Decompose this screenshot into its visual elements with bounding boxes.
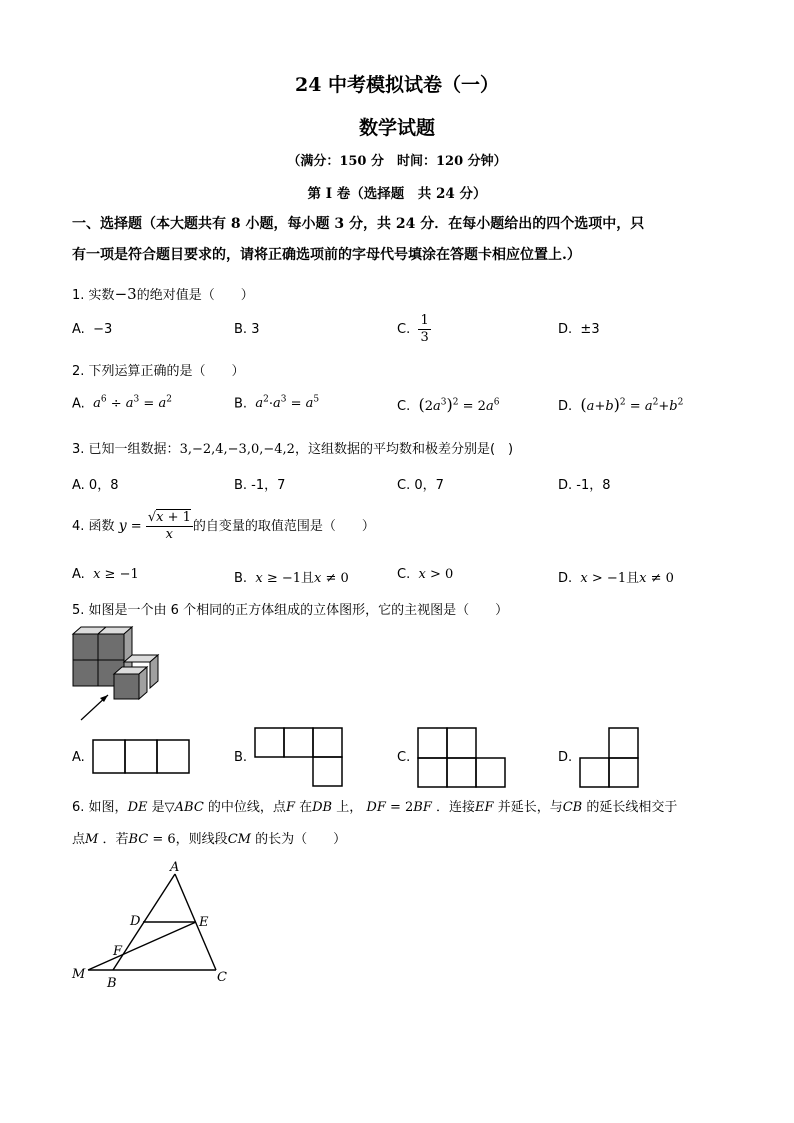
q4-option-c: C. x > 0	[397, 567, 454, 582]
q4-option-b: B. x ≥ −1且x ≠ 0	[234, 571, 349, 586]
q5-cube-figure	[70, 624, 166, 724]
q3-option-a: A. 0，8	[72, 478, 119, 493]
q1-option-b: B. 3	[234, 322, 260, 337]
q1-after: 的绝对值是（ ）	[136, 288, 254, 303]
question-1	[72, 284, 254, 303]
q4-function-fraction: $\frac{√x + 1}{x}$	[147, 510, 191, 542]
q4-option-a: A. x ≥ −1	[72, 567, 139, 582]
section-instruction-line1: 一、选择题（本大题共有 8 小题，每小题 3 分，共 24 分．在每小题给出的四个选项中，只	[72, 216, 645, 232]
q3-option-d: D. -1，8	[558, 478, 611, 493]
q6-label-D: D	[130, 914, 141, 929]
q1-number: 1.	[72, 288, 85, 303]
q1-before: 实数	[88, 288, 115, 303]
exam-title: 24 中考模拟试卷（一）	[294, 74, 500, 96]
q6-label-C: C	[217, 970, 227, 985]
q2-option-d: D. $(a+b)^2 = a^2+b^2$	[558, 395, 684, 414]
question-3: 3. 已知一组数据：3,−2,4,−3,0,−4,2，这组数据的平均数和极差分别是( )	[72, 442, 514, 457]
question-2: 2. 下列运算正确的是（ ）	[72, 364, 245, 379]
q5-option-c-figure	[417, 727, 509, 789]
q6-label-B: B	[107, 976, 117, 991]
question-4: 4. 函数 y = $\frac{√x + 1}{x}$ 的自变量的取值范围是（ ）	[72, 510, 375, 542]
q6-label-E: E	[199, 915, 209, 930]
q5-option-c-label: C.	[397, 750, 411, 765]
question-5: 5. 如图是一个由 6 个相同的正方体组成的立体图形，它的主视图是（ ）	[72, 603, 509, 618]
part-title: 第 I 卷（选择题 共 24 分）	[307, 186, 487, 202]
q3-option-c: C. 0，7	[397, 478, 444, 493]
question-6-line1: 6. 如图，DE 是▽ABC 的中位线，点F 在DB 上， DF = 2BF ．连接EF 并延长，与CB 的延长线相交于	[72, 800, 678, 815]
q2-option-c: C. $(2a^3)^2 = 2a^6$	[397, 395, 500, 414]
q1-option-a: A. −3	[72, 322, 113, 337]
exam-info: （满分：150 分 时间：120 分钟）	[287, 154, 507, 169]
q2-option-b: B. $a^2\cdot a^3 = a^5$	[234, 395, 320, 412]
q5-option-d-label: D.	[558, 750, 573, 765]
section-instruction-line2: 有一项是符合题目要求的，请将正确选项前的字母代号填涂在答题卡相应位置上.）	[72, 247, 581, 263]
q5-option-b-label: B.	[234, 750, 248, 765]
q5-option-a-label: A.	[72, 750, 85, 765]
q6-label-A: A	[170, 860, 180, 875]
q6-label-M: M	[72, 967, 86, 982]
q3-data: 3,−2,4,−3,0,−4,2	[179, 442, 295, 457]
q3-option-b: B. -1，7	[234, 478, 286, 493]
q5-option-b-figure	[254, 727, 346, 789]
q6-triangle-figure	[68, 856, 238, 996]
q6-label-F: F	[113, 944, 123, 959]
q5-option-a-figure	[92, 739, 192, 775]
q1-expr: −3	[114, 285, 137, 303]
q2-option-a: A. $a^6 \div a^3 = a^2$	[72, 395, 172, 412]
q1-option-d: D. ±3	[558, 322, 600, 337]
question-6-line2: 点M ．若BC = 6，则线段CM 的长为（ ）	[72, 832, 347, 847]
subject-title: 数学试题	[358, 117, 435, 139]
q4-option-d: D. x > −1且x ≠ 0	[558, 571, 674, 586]
q5-option-d-figure	[579, 727, 643, 789]
q1-option-c-fraction: $\frac{1}{3}$	[420, 313, 429, 345]
q1-option-c: C. $\frac{1}{3}$	[397, 313, 429, 345]
